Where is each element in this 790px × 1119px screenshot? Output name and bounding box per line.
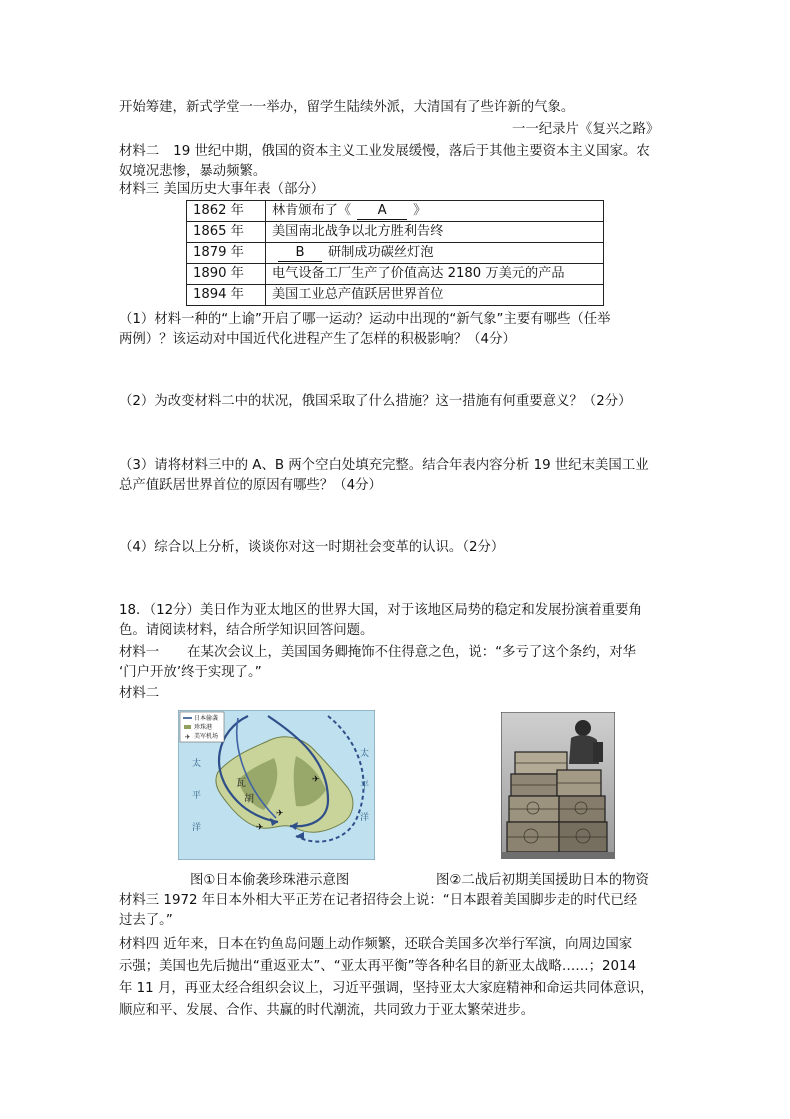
q18-intro-line2: 色。请阅读材料，结合所学知识回答问题。	[119, 623, 374, 638]
q18-material3-line1: 材料三 1972 年日本外相大平正芳在记者招待会上说：“日本跟着美国脚步走的时代已经	[119, 893, 638, 908]
map-legend-attack: 日本偷袭	[194, 715, 219, 722]
timeline-year: 1865 年	[187, 222, 266, 243]
timeline-row	[187, 243, 604, 264]
timeline-event-text-post: 》	[413, 203, 427, 218]
map-ocean-label-1: 太	[192, 759, 202, 769]
pearl-harbor-map	[178, 710, 375, 860]
timeline-table	[186, 200, 604, 306]
timeline-row	[187, 222, 604, 243]
question-3-line2: 总产值跃居世界首位的原因有哪些？（4分）	[119, 478, 382, 493]
map-island-label-1: 瓦	[236, 778, 246, 789]
q18-material1-label: 材料一	[119, 645, 160, 660]
question-1-line1: （1）材料一种的“上谕”开启了哪一运动？运动中出现的“新气象”主要有哪些（任举	[119, 312, 611, 327]
fill-blank-b: B	[278, 245, 322, 262]
material2-line2: 奴境况悲惨，暴动频繁。	[119, 164, 267, 179]
map-ocean-label-3: 洋	[192, 823, 202, 833]
material2-line1	[119, 142, 650, 162]
q18-material3-line2: 过去了。”	[119, 913, 173, 928]
material1-tail: 开始筹建，新式学堂一一举办，留学生陆续外派，大清国有了些许新的气象。	[119, 100, 575, 115]
question-3-line1: （3）请将材料三中的 A、B 两个空白处填充完整。结合年表内容分析 19 世纪末美国工业	[119, 458, 649, 473]
timeline-year: 1879 年	[187, 243, 266, 264]
map-island-label-2: 胡	[244, 794, 254, 805]
figure1-caption: 图①日本偷袭珍珠港示意图	[190, 873, 350, 888]
svg-text:✈: ✈	[256, 823, 264, 833]
pearl-harbor-map-svg	[178, 710, 375, 860]
q18-material4-line2: 示强；美国也先后抛出“重返亚太”、“亚太再平衡”等各种名目的新亚太战略……；2014	[119, 959, 637, 974]
material2-label: 材料二	[119, 144, 160, 159]
map-ocean-label-4: 太	[360, 749, 370, 759]
timeline-event-text-post: 研制成功碳丝灯泡	[328, 245, 434, 260]
timeline-event-text: 电气设备工厂生产了价值高达 2180 万美元的产品	[272, 266, 565, 281]
figure2-caption: 图②二战后初期美国援助日本的物资	[436, 873, 649, 888]
timeline-event	[266, 264, 604, 285]
question-2: （2）为改变材料二中的状况，俄国采取了什么措施？这一措施有何重要意义？（2分）	[119, 394, 632, 409]
fill-blank-a: A	[357, 203, 407, 220]
q18-material4-line3: 年 11 月，再亚太经合组织会议上，习近平强调，坚持亚太大家庭精神和命运共同体意识，	[119, 981, 654, 996]
q18-material4-line1: 材料四 近年来，日本在钓鱼岛问题上动作频繁，还联合美国多次举行军演，向周边国家	[119, 937, 633, 952]
q18-material1-line1	[119, 643, 636, 663]
q18-material4-line4: 顺应和平、发展、合作、共赢的时代潮流，共同致力于亚太繁荣进步。	[119, 1003, 535, 1018]
q18-material1-line2: ‘门户开放’终于实现了。”	[119, 665, 262, 680]
q18-material2-label: 材料二	[119, 686, 160, 701]
timeline-event	[266, 222, 604, 243]
aid-supplies-photo	[501, 712, 615, 859]
map-legend-harbor: 珍珠港	[194, 724, 213, 731]
timeline-event-text: 美国南北战争以北方胜利告终	[272, 224, 444, 239]
timeline-year: 1862 年	[187, 201, 266, 222]
timeline-event	[266, 285, 604, 306]
timeline-year: 1894 年	[187, 285, 266, 306]
aid-supplies-photo-svg	[501, 712, 615, 859]
q18-material1-text: 在某次会议上，美国国务卿掩饰不住得意之色，说：“多亏了这个条约，对华	[187, 645, 636, 660]
material3-title: 材料三 美国历史大事年表（部分）	[119, 182, 325, 197]
question-4: （4）综合以上分析，谈谈你对这一时期社会变革的认识。（2分）	[119, 540, 505, 555]
timeline-row	[187, 264, 604, 285]
material2-text: 19 世纪中期，俄国的资本主义工业发展缓慢，落后于其他主要资本主义国家。农	[173, 144, 650, 159]
map-ocean-label-6: 洋	[360, 813, 370, 823]
timeline-row	[187, 201, 604, 222]
map-legend-airfield: 美军机场	[194, 733, 219, 740]
question-1-line2: 两例）？该运动对中国近代化进程产生了怎样的积极影响？（4分）	[119, 332, 516, 347]
timeline-row	[187, 285, 604, 306]
map-ocean-label-2: 平	[192, 791, 202, 801]
material1-source: 一一纪录片《复兴之路》	[512, 122, 660, 137]
svg-text:✈: ✈	[185, 733, 191, 741]
timeline-event-text: 美国工业总产值跃居世界首位	[272, 287, 444, 302]
q18-intro-line1: 18．（12分）美日作为亚太地区的世界大国，对于该地区局势的稳定和发展扮演着重要角	[119, 603, 642, 618]
timeline-event	[266, 201, 604, 222]
svg-text:✈: ✈	[276, 809, 284, 819]
timeline-event-text: 林肯颁布了《	[272, 203, 352, 218]
timeline-year: 1890 年	[187, 264, 266, 285]
map-ocean-label-5: 平	[360, 781, 370, 791]
timeline-event	[266, 243, 604, 264]
svg-text:✈: ✈	[312, 775, 320, 785]
